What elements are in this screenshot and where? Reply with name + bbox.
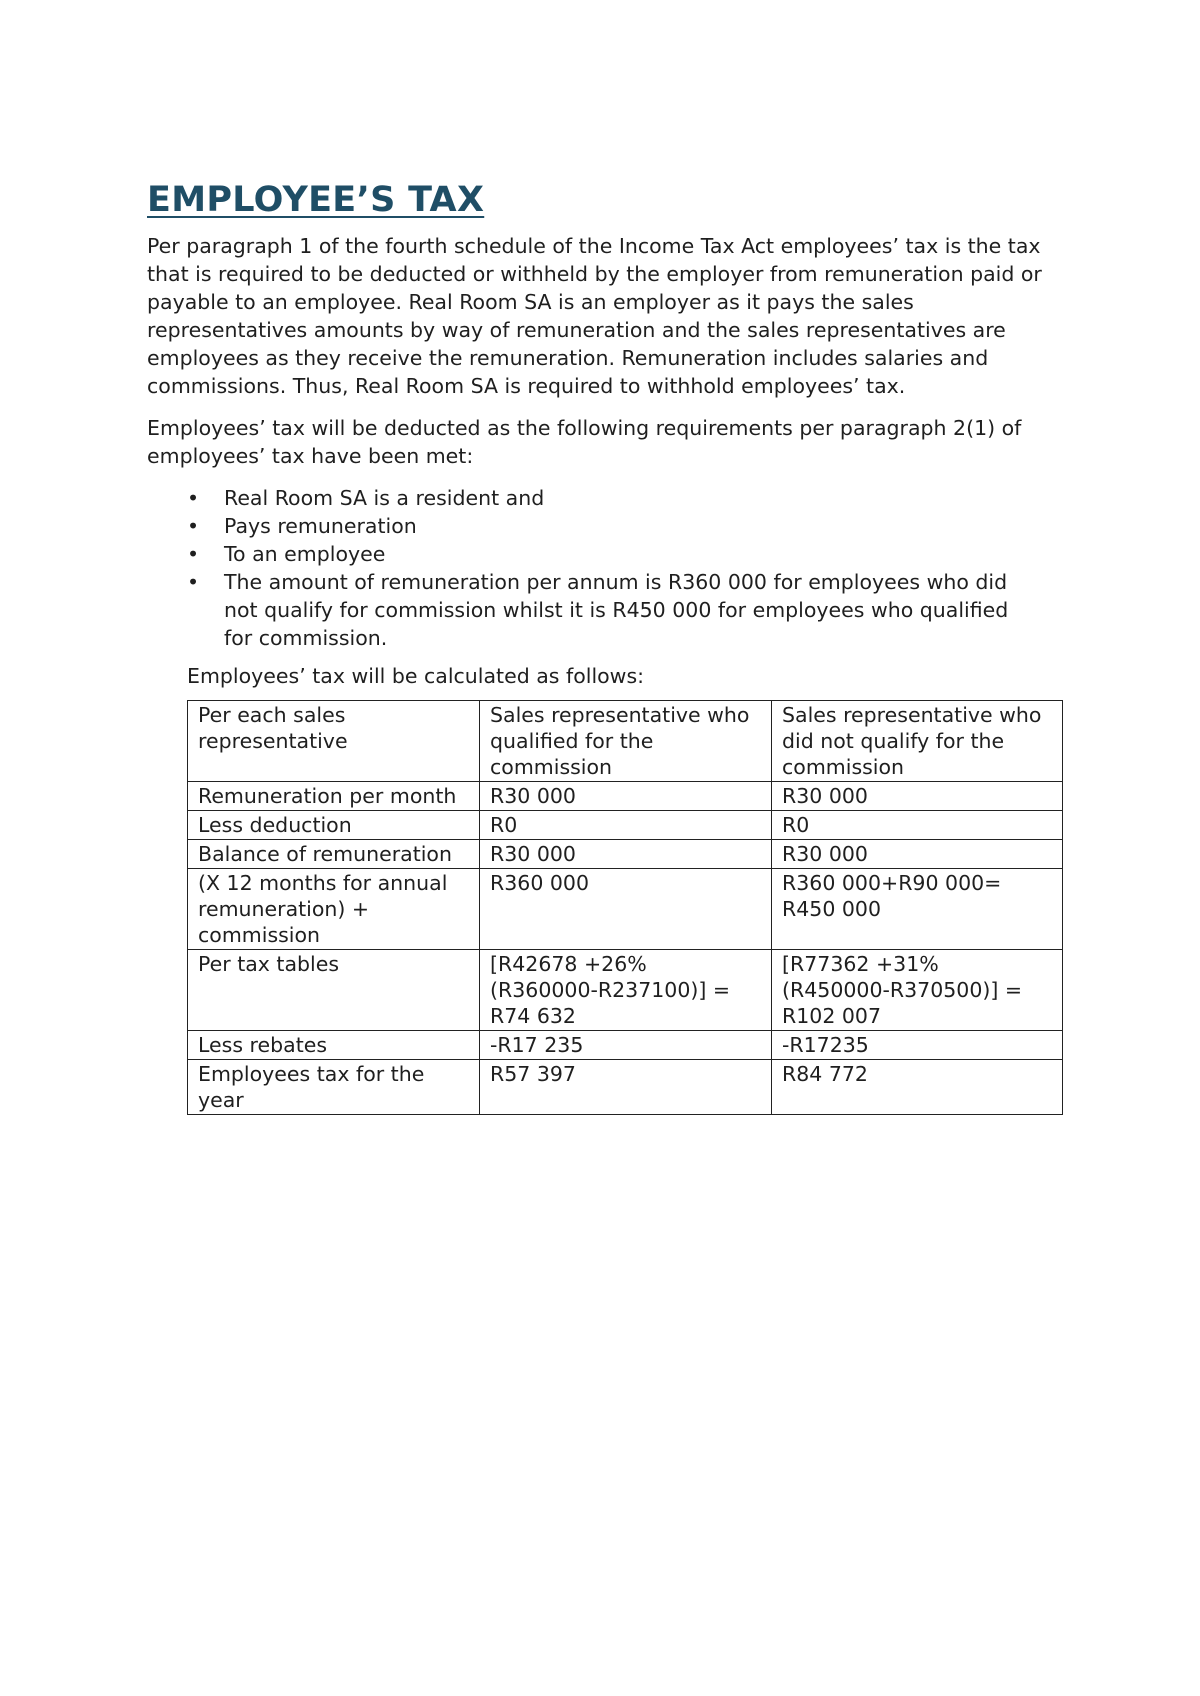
table-cell: (X 12 months for annual remuneration) + commission (188, 869, 480, 950)
list-item (187, 540, 1024, 568)
header-cell: Per each sales representative (188, 701, 480, 782)
table-row (188, 869, 1063, 950)
list-item (187, 484, 1024, 512)
bullet-icon: • (187, 514, 200, 538)
list-item-text: Real Room SA is a resident and (224, 486, 545, 510)
table-row (188, 840, 1063, 869)
list-item-text: Pays remuneration (224, 514, 417, 538)
list-item (187, 568, 1024, 652)
table-cell: R360 000+R90 000= R450 000 (772, 869, 1063, 950)
list-item-text: To an employee (224, 542, 386, 566)
table-row (188, 1060, 1063, 1115)
requirements-list (147, 484, 1067, 652)
table-cell: -R17 235 (480, 1031, 772, 1060)
table-cell: Per tax tables (188, 950, 480, 1031)
table-cell: R0 (772, 811, 1063, 840)
table-cell: [R77362 +31% (R450000-R370500)] = R102 007 (772, 950, 1063, 1031)
table-cell: Remuneration per month (188, 782, 480, 811)
table-cell: R360 000 (480, 869, 772, 950)
table-row (188, 1031, 1063, 1060)
header-cell: Sales representative who did not qualify for the commission (772, 701, 1063, 782)
list-item (187, 512, 1024, 540)
bullet-icon: • (187, 542, 200, 566)
table-cell: Less deduction (188, 811, 480, 840)
table-cell: R30 000 (772, 840, 1063, 869)
table-cell: Less rebates (188, 1031, 480, 1060)
table-cell: R30 000 (480, 782, 772, 811)
bullet-icon: • (187, 486, 200, 510)
table-header-row (188, 701, 1063, 782)
table-cell: Balance of remuneration (188, 840, 480, 869)
table-cell: Employees tax for the year (188, 1060, 480, 1115)
table-cell: R57 397 (480, 1060, 772, 1115)
table-cell: R84 772 (772, 1060, 1063, 1115)
bullet-icon: • (187, 570, 200, 594)
table-cell: R30 000 (480, 840, 772, 869)
header-cell: Sales representative who qualified for the commission (480, 701, 772, 782)
table-row (188, 782, 1063, 811)
table-cell: [R42678 +26% (R360000-R237100)] = R74 632 (480, 950, 772, 1031)
document-page (147, 180, 1067, 1115)
table-row (188, 950, 1063, 1031)
calculation-intro: Employees’ tax will be calculated as follows: (187, 664, 645, 688)
table-row (188, 811, 1063, 840)
table-cell: R0 (480, 811, 772, 840)
requirements-paragraph: Employees’ tax will be deducted as the following requirements per paragraph 2(1) of employees’ tax have been met: (147, 416, 1022, 468)
page-title: EMPLOYEE’S TAX (147, 180, 485, 220)
table-cell: -R17235 (772, 1031, 1063, 1060)
tax-calculation-table (187, 700, 1063, 1115)
list-item-text: The amount of remuneration per annum is R360 000 for employees who did not qualify for commission whilst it is R450 000 for employees who qualified for commission. (224, 570, 1009, 650)
intro-paragraph: Per paragraph 1 of the fourth schedule of the Income Tax Act employees’ tax is the tax that is required to be deducted or withheld by the employer from remuneration paid or payable to an employee. Real Room SA is an employer as it pays the sales representatives amounts by way of remuneration and the sales representatives are employees as they receive the remuneration. Remuneration includes salaries and commissions. Thus, Real Room SA is required to withhold employees’ tax. (147, 234, 1042, 398)
table-cell: R30 000 (772, 782, 1063, 811)
